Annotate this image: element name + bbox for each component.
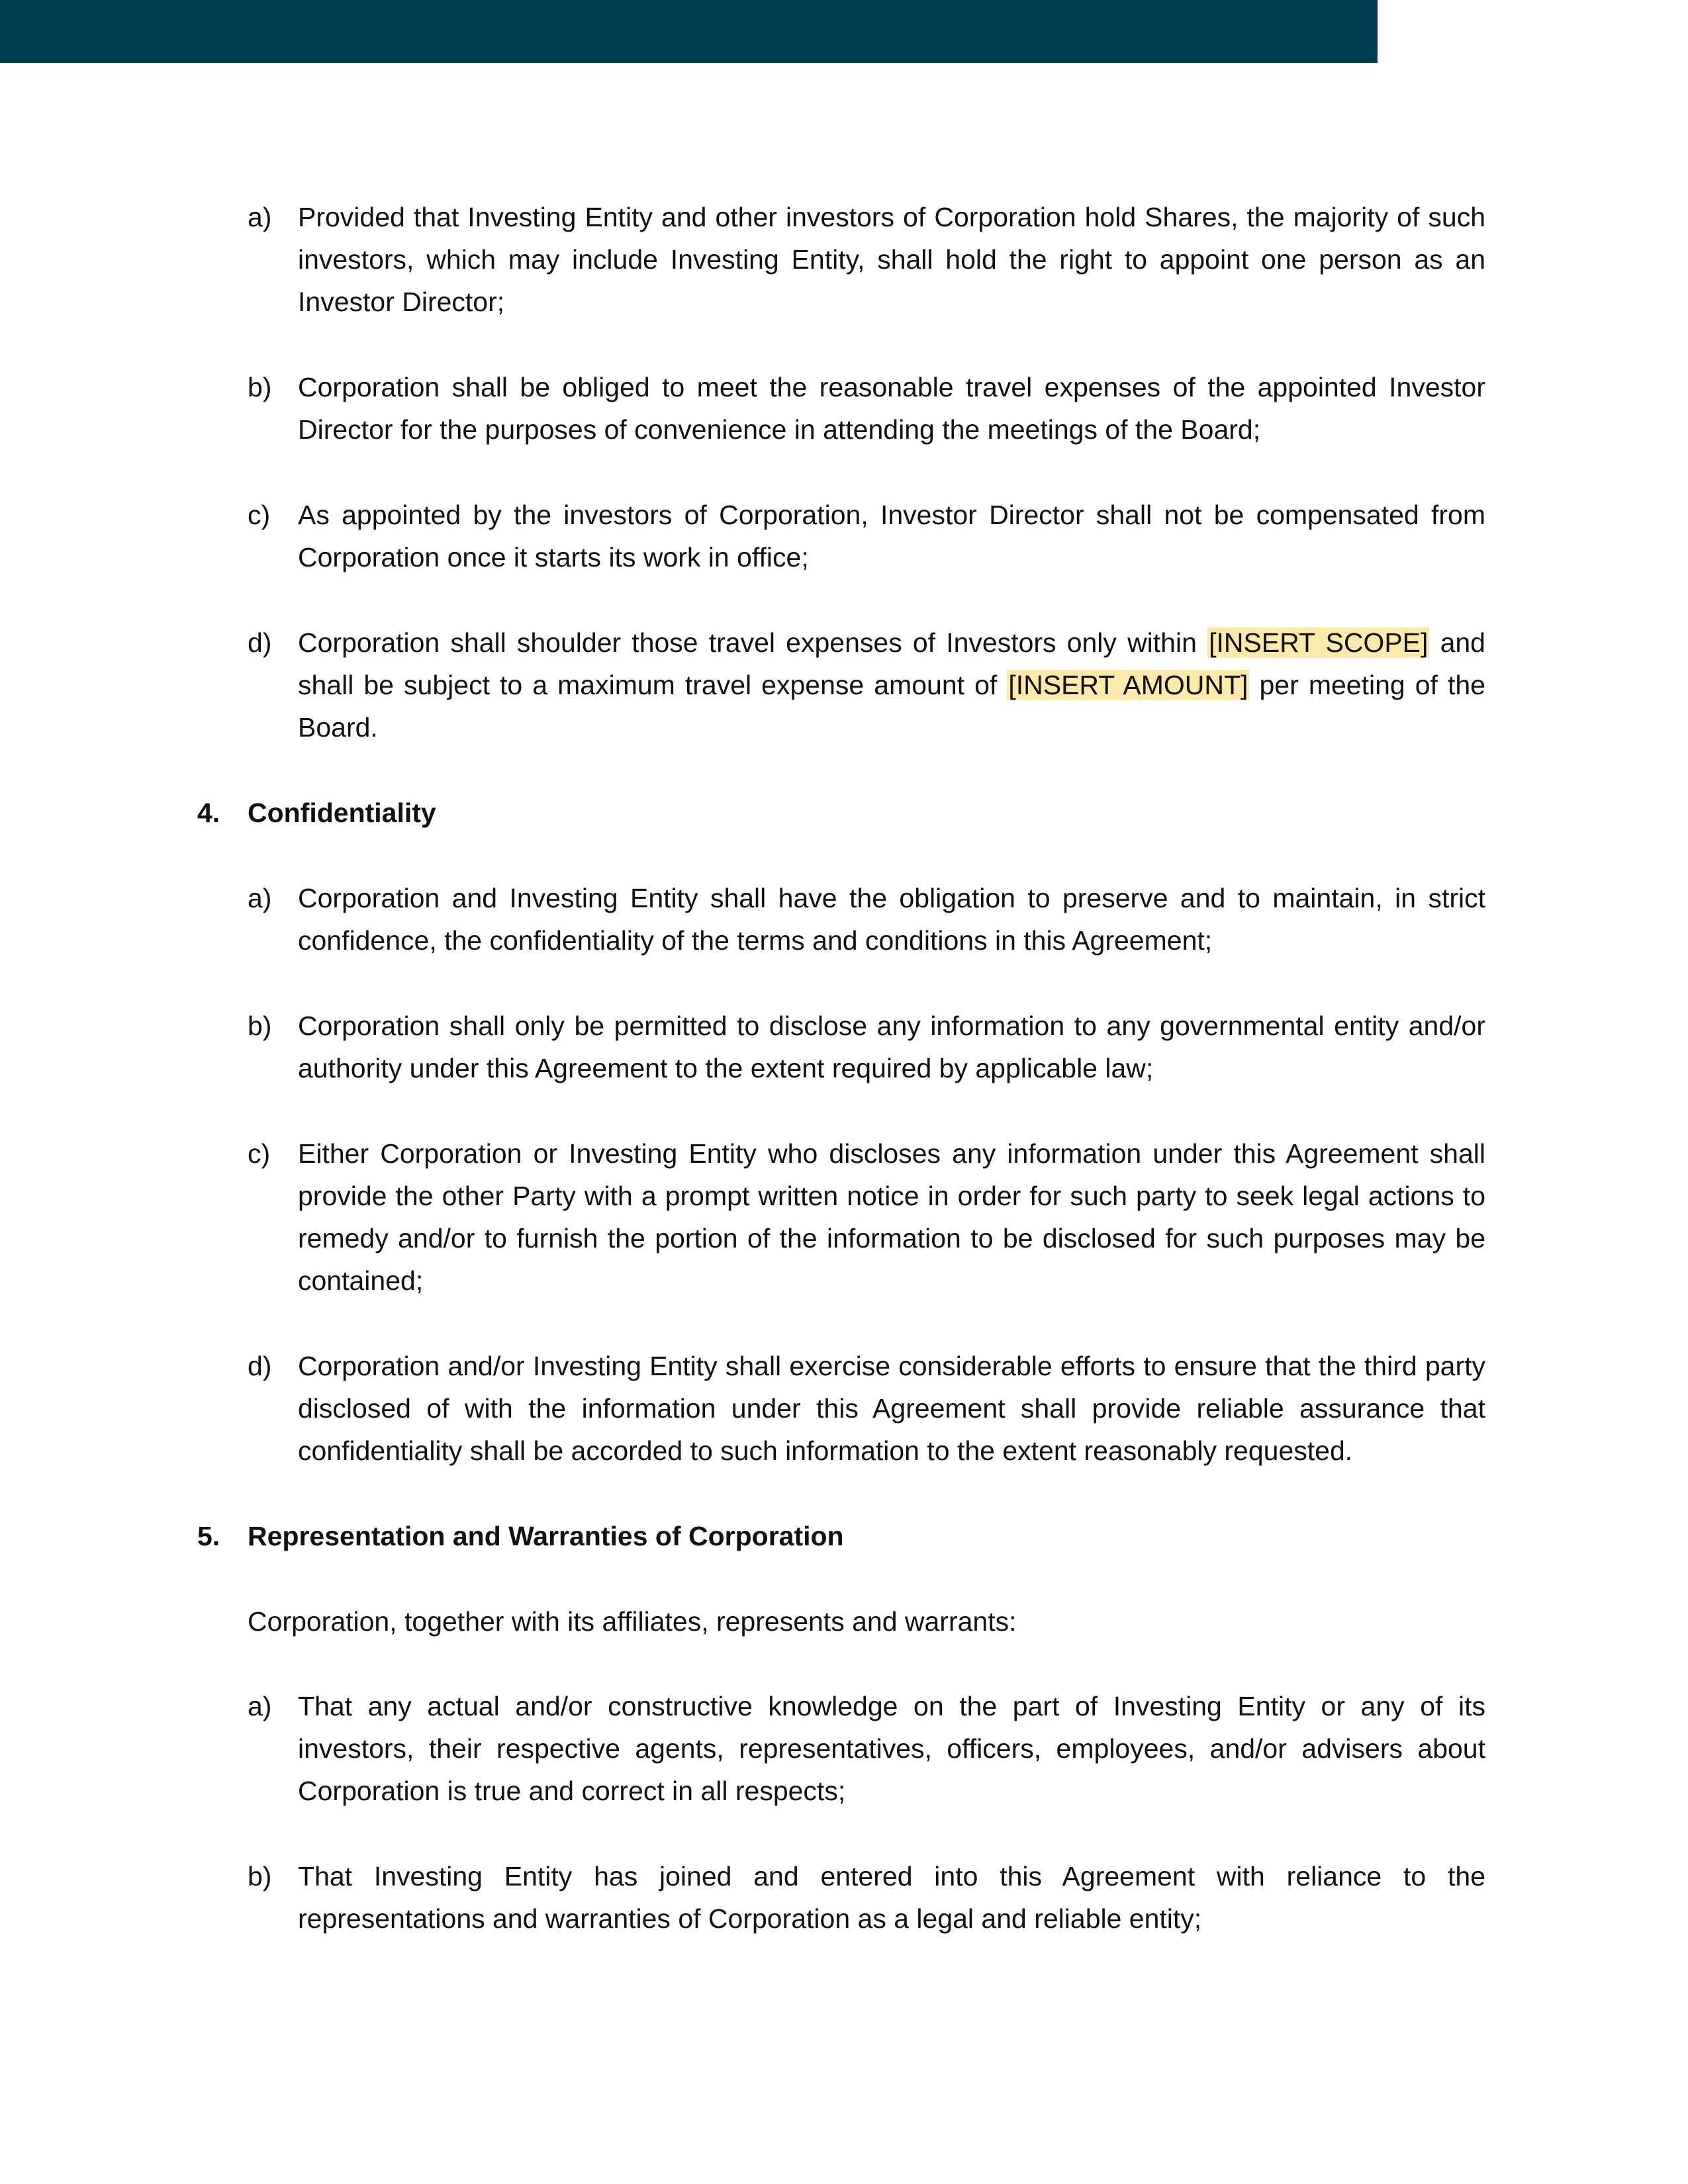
list-marker: a) <box>248 883 272 913</box>
list-item-text: That Investing Entity has joined and entered into this Agreement with reliance to the representations and warranties of Corporation as a legal and reliable entity; <box>298 1861 1485 1934</box>
text-segment: Corporation shall shoulder those travel expenses of Investors only within <box>298 627 1208 658</box>
scope-placeholder: [INSERT SCOPE] <box>1209 627 1429 658</box>
list-marker: a) <box>248 1691 272 1721</box>
text-segment: and shall be subject to a maximum travel expense amount of <box>298 627 1485 700</box>
list-item-text: That any actual and/or constructive knowledge on the part of Investing Entity or any of its investors, their respective agents, representatives, officers, employees, and/or advisers about Corporation is true and correct in all respects; <box>298 1691 1485 1806</box>
section-number: 4. <box>197 797 220 828</box>
list-marker: b) <box>248 1011 272 1041</box>
list-item-text: Corporation and Investing Entity shall have the obligation to preserve and to maintain, in strict confidence, the confidentiality of the terms and conditions in this Agreement; <box>298 883 1485 956</box>
list-marker: b) <box>248 1861 272 1891</box>
list-marker: c) <box>248 500 271 530</box>
section-title: Confidentiality <box>248 797 436 828</box>
list-item-text: As appointed by the investors of Corporation, Investor Director shall not be compensated from Corporation once it starts its work in office; <box>298 500 1485 572</box>
list-item-text <box>298 621 1485 749</box>
list-item-text: Corporation and/or Investing Entity shall exercise considerable efforts to ensure that the third party disclosed of with the information under this Agreement shall provide reliable assurance that confidentiality shall be accorded to such information to the extent reasonably requested. <box>298 1351 1485 1466</box>
list-marker: b) <box>248 372 272 402</box>
section-intro: Corporation, together with its affiliates, represents and warrants: <box>248 1606 1017 1637</box>
list-marker: a) <box>248 202 272 232</box>
list-item-text: Either Corporation or Investing Entity who discloses any information under this Agreement shall provide the other Party with a prompt written notice in order for such party to seek legal actions to remedy and/or to furnish the portion of the information to be disclosed for such purposes may be contained; <box>298 1138 1485 1296</box>
list-item-text: Corporation shall only be permitted to disclose any information to any governmental entity and/or authority under this Agreement to the extent required by applicable law; <box>298 1011 1485 1083</box>
amount-placeholder: [INSERT AMOUNT] <box>1008 670 1248 700</box>
list-marker: d) <box>248 1351 272 1381</box>
list-item-text: Provided that Investing Entity and other investors of Corporation hold Shares, the majority of such investors, which may include Investing Entity, shall hold the right to appoint one person as an Investor Director; <box>298 202 1485 317</box>
section-title: Representation and Warranties of Corporation <box>248 1521 844 1551</box>
section-number: 5. <box>197 1521 220 1551</box>
list-marker: c) <box>248 1138 271 1169</box>
list-marker: d) <box>248 627 272 658</box>
text-segment: per meeting of the Board. <box>298 670 1485 743</box>
list-item-text: Corporation shall be obliged to meet the reasonable travel expenses of the appointed Investor Director for the purposes of convenience in attending the meetings of the Board; <box>298 372 1485 445</box>
